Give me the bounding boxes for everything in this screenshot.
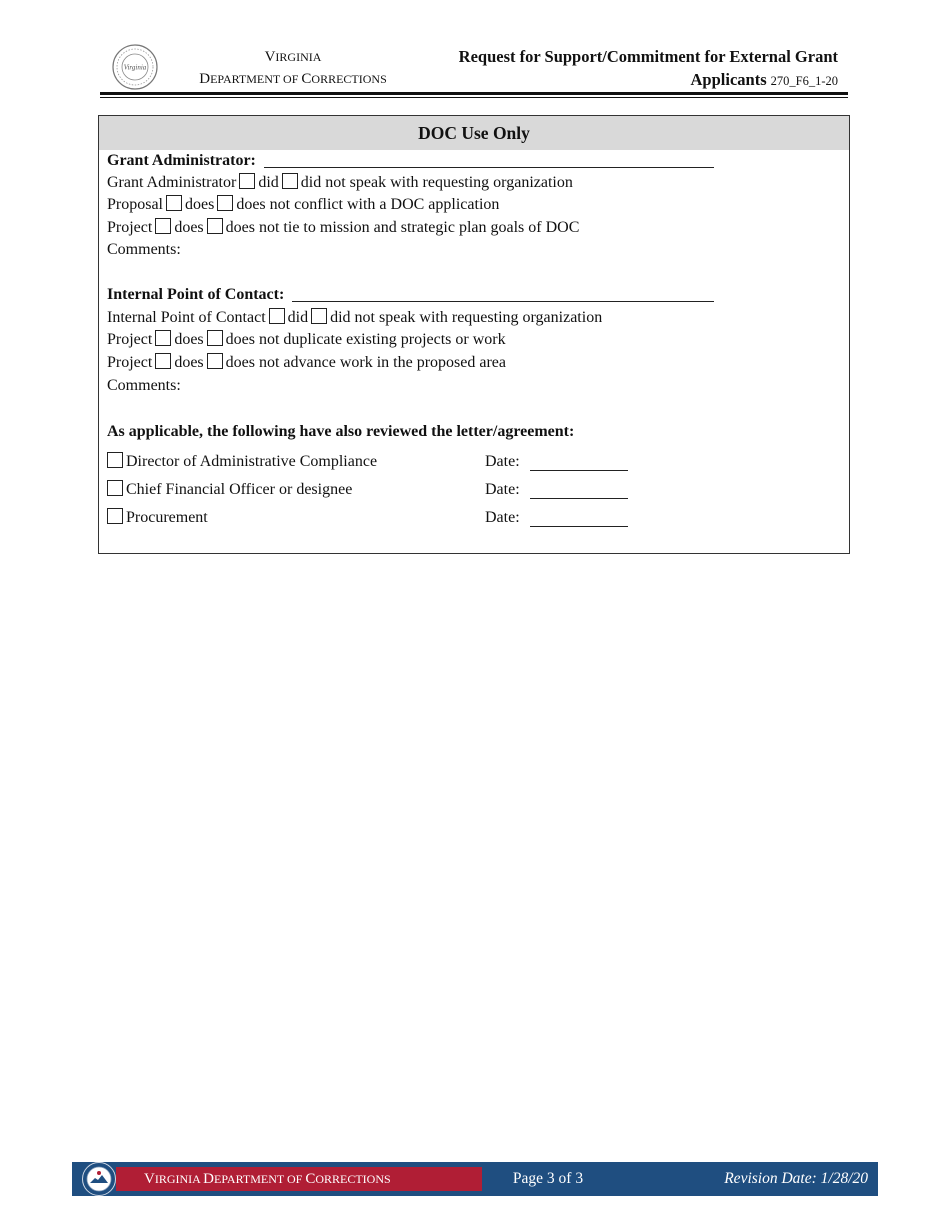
internal-poc-row [107, 285, 714, 305]
document-title [459, 45, 838, 93]
review-cfo-checkbox[interactable] [107, 480, 123, 496]
page-footer [72, 1162, 878, 1196]
internal-poc-comments: Comments: [107, 377, 181, 394]
reviewed-heading: As applicable, the following have also reviewed the letter/agreement: [107, 423, 575, 440]
svg-text:Virginia: Virginia [123, 63, 147, 72]
internal-poc-speak-row: Internal Point of Contact did did not speak with requesting organization [107, 309, 603, 326]
review-item-cfo: Chief Financial Officer or designee Date: [107, 480, 707, 504]
project-advance-does-checkbox[interactable] [155, 353, 171, 369]
form-code: 270_F6_1-20 [770, 74, 838, 88]
review-cfo-date-field[interactable] [530, 498, 628, 499]
grant-admin-did-not-checkbox[interactable] [282, 173, 298, 189]
review-director-checkbox[interactable] [107, 452, 123, 468]
agency-line-1: VIRGINIA [264, 49, 322, 65]
document-title-line-1: Request for Support/Commitment for External Grant [458, 47, 838, 66]
review-procurement-date-field[interactable] [530, 526, 628, 527]
internal-poc-did-not-checkbox[interactable] [311, 308, 327, 324]
box-title: DOC Use Only [99, 116, 849, 150]
review-procurement-date-label: Date: [485, 509, 520, 526]
agency-name [178, 46, 408, 90]
project-advance-does-not-checkbox[interactable] [207, 353, 223, 369]
review-cfo-date-label: Date: [485, 481, 520, 498]
footer-agency-name: VIRGINIA DEPARTMENT OF CORRECTIONS [144, 1171, 391, 1187]
header-rule-thin [100, 97, 848, 98]
project-mission-row: Project does does not tie to mission and strategic plan goals of DOC [107, 219, 580, 236]
review-item-director: Director of Administrative Compliance Date: [107, 452, 707, 476]
footer-seal-logo [82, 1162, 116, 1196]
project-advance-row: Project does does not advance work in the proposed area [107, 354, 506, 371]
review-item-procurement: Procurement Date: [107, 508, 707, 532]
agency-line-2: DEPARTMENT OF CORRECTIONS [199, 71, 387, 87]
doc-use-only-box [98, 115, 850, 554]
review-director-date-label: Date: [485, 453, 520, 470]
project-duplicate-row: Project does does not duplicate existing projects or work [107, 331, 506, 348]
header-rule-thick [100, 92, 848, 95]
footer-agency-band [116, 1167, 482, 1191]
virginia-seal-logo [112, 44, 158, 90]
project-mission-does-checkbox[interactable] [155, 218, 171, 234]
project-mission-does-not-checkbox[interactable] [207, 218, 223, 234]
project-duplicate-does-checkbox[interactable] [155, 330, 171, 346]
footer-revision-date: Revision Date: 1/28/20 [724, 1170, 868, 1187]
internal-poc-label: Internal Point of Contact: [107, 286, 285, 303]
review-director-date-field[interactable] [530, 470, 628, 471]
proposal-does-not-checkbox[interactable] [217, 195, 233, 211]
project-duplicate-does-not-checkbox[interactable] [207, 330, 223, 346]
page-header [100, 40, 848, 96]
footer-page-number: Page 3 of 3 [512, 1170, 584, 1187]
grant-admin-name-field[interactable] [264, 151, 714, 168]
grant-admin-label: Grant Administrator: [107, 152, 256, 169]
proposal-conflict-row: Proposal does does not conflict with a DOC application [107, 196, 500, 213]
proposal-does-checkbox[interactable] [166, 195, 182, 211]
review-procurement-checkbox[interactable] [107, 508, 123, 524]
internal-poc-did-checkbox[interactable] [269, 308, 285, 324]
grant-admin-row [107, 151, 714, 171]
grant-admin-did-checkbox[interactable] [239, 173, 255, 189]
grant-admin-speak-row: Grant Administrator did did not speak with requesting organization [107, 174, 573, 191]
grant-admin-comments: Comments: [107, 241, 181, 258]
internal-poc-name-field[interactable] [292, 285, 714, 302]
document-title-line-2: Applicants 270_F6_1-20 [690, 70, 838, 89]
